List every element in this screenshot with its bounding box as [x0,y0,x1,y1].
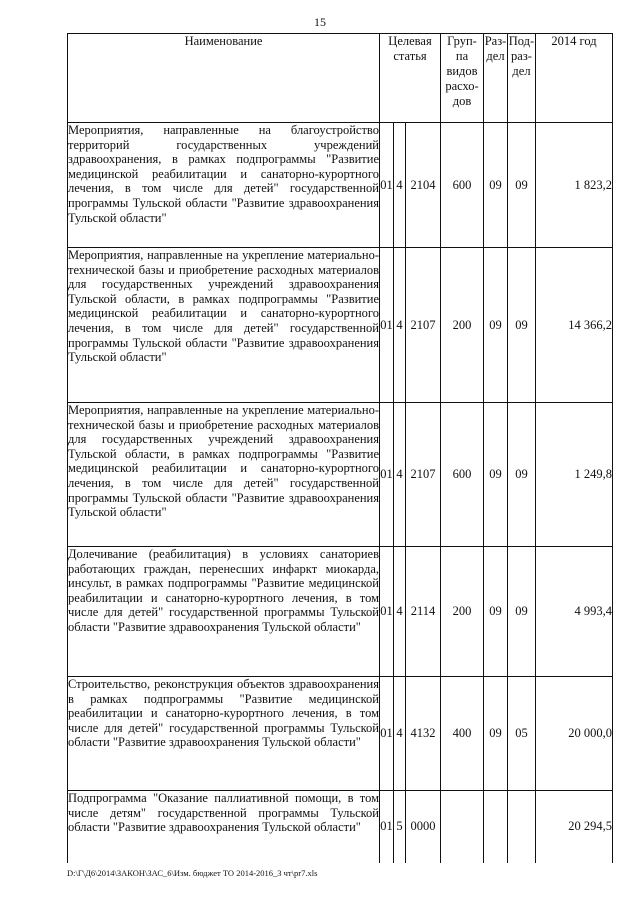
row-target-code: 2107 [406,403,441,547]
page-number: 15 [314,15,326,29]
row-target-code: 2107 [406,248,441,403]
table-row [68,123,613,248]
header-year-2014: 2014 год [536,34,613,123]
row-target-program: 01 [380,123,394,248]
row-section: 09 [484,677,508,791]
row-section [484,791,508,863]
row-target-program: 01 [380,547,394,677]
row-name: Мероприятия, направленные на укрепление материально-технической базы и приобретение расходных материалов для государственных учреждений здравоохранения Тульской области, в рамках подпрограммы "Развитие медицинской реабилитации и санаторно-курортного лечения, в том числе для детей" государственной программы Тульской области "Развитие здравоохранения Тульской области" [68,248,380,403]
row-amount: 14 366,2 [536,248,613,403]
header-expense-group: Груп-па видов расхо-дов [441,34,484,123]
row-amount: 20 000,0 [536,677,613,791]
header-subsection: Под-раз-дел [508,34,536,123]
row-name: Долечивание (реабилитация) в условиях санаториев работающих граждан, перенесших инфаркт миокарда, инсульт, в рамках подпрограммы "Развитие медицинской реабилитации и санаторно-курортного лечения, в том числе для детей" государственной программы Тульской области "Развитие здравоохранения Тульской области" [68,547,380,677]
row-target-program: 01 [380,677,394,791]
header-section: Раз-дел [484,34,508,123]
row-subsection: 09 [508,248,536,403]
row-amount: 20 294,5 [536,791,613,863]
row-section: 09 [484,547,508,677]
row-target-code: 2114 [406,547,441,677]
row-amount: 4 993,4 [536,547,613,677]
table-row [68,677,613,791]
row-subsection: 09 [508,403,536,547]
row-subsection [508,791,536,863]
header-name: Наименование [68,34,380,123]
row-expense-group: 200 [441,547,484,677]
row-expense-group: 400 [441,677,484,791]
file-path-footer: D:\Г\Д6\2014\ЗАКОН\ЗАС_6\Изм. бюджет ТО 2014-2016_3 чт\pr7.xls [67,868,318,878]
header-row [68,34,613,123]
row-expense-group: 600 [441,403,484,547]
row-target-subprogram: 4 [394,403,406,547]
row-section: 09 [484,248,508,403]
row-expense-group: 200 [441,248,484,403]
row-target-program: 01 [380,791,394,863]
row-target-code: 2104 [406,123,441,248]
row-expense-group: 600 [441,123,484,248]
row-target-subprogram: 5 [394,791,406,863]
row-target-subprogram: 4 [394,123,406,248]
budget-table [67,33,613,863]
row-amount: 1 823,2 [536,123,613,248]
row-subsection: 05 [508,677,536,791]
row-subsection: 09 [508,123,536,248]
row-name: Мероприятия, направленные на укрепление материально-технической базы и приобретение расходных материалов для государственных учреждений здравоохранения Тульской области, в рамках подпрограммы "Развитие медицинской реабилитации и санаторно-курортного лечения, в том числе для детей" государственной программы Тульской области "Развитие здравоохранения Тульской области" [68,403,380,547]
row-target-subprogram: 4 [394,677,406,791]
table-row [68,547,613,677]
header-target-article: Целевая статья [380,34,441,123]
row-name: Строительство, реконструкция объектов здравоохранения в рамках подпрограммы "Развитие медицинской реабилитации и санаторно-курортного лечения, в том числе для детей" государственной программы Тульской области "Развитие здравоохранения Тульской области" [68,677,380,791]
row-subsection: 09 [508,547,536,677]
row-section: 09 [484,123,508,248]
row-target-code: 0000 [406,791,441,863]
row-target-program: 01 [380,403,394,547]
row-target-program: 01 [380,248,394,403]
row-target-code: 4132 [406,677,441,791]
row-name: Подпрограмма "Оказание паллиативной помощи, в том числе детям" государственной программы Тульской области "Развитие здравоохранения Тульской области" [68,791,380,863]
table-row [68,403,613,547]
row-target-subprogram: 4 [394,547,406,677]
row-section: 09 [484,403,508,547]
row-target-subprogram: 4 [394,248,406,403]
row-expense-group [441,791,484,863]
row-amount: 1 249,8 [536,403,613,547]
table-row [68,791,613,863]
table-row [68,248,613,403]
row-name: Мероприятия, направленные на благоустройство территорий государственных учреждений здравоохранения, в рамках подпрограммы "Развитие медицинской реабилитации и санаторно-курортного лечения, в том числе для детей" государственной программы Тульской области "Развитие здравоохранения Тульской области" [68,123,380,248]
